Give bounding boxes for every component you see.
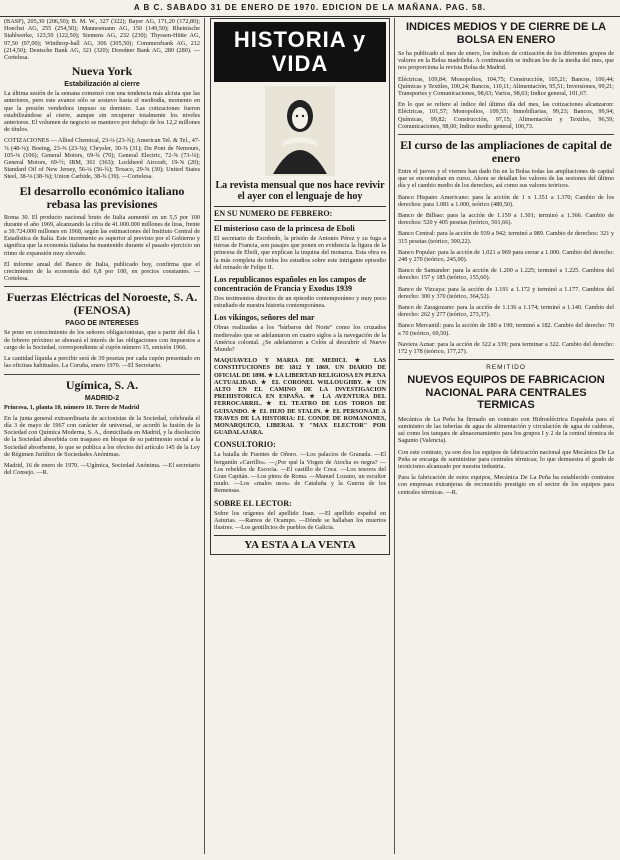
divider — [398, 359, 614, 360]
portrait-illustration — [265, 86, 335, 176]
divider — [4, 286, 200, 287]
subhead-new-york: Estabilización al cierre — [64, 81, 140, 89]
subhead-fenosa: PAGO DE INTERESES — [65, 320, 139, 328]
paragraph: Banco de Bilbao: para la acción de 1.159 a 1.301; terminó a 1.366. Cambio de derechos: 520 y 405 pesetas (teórico, 501,66). — [398, 212, 614, 227]
paragraph: Mecánica de La Peña ha firmado un contrato con Hidroeléctrica Española para el suministro de las tuberías de agua de alimentación y circulación de agua de calderas, así como los tanques de almacenamiento para los grupos I y 2 de la central térmica de Sagunto (Valencia). — [398, 415, 614, 445]
paragraph: Madrid, 16 de enero de 1970. —Ugímica, Sociedad Anónima. —El secretario del Consejo. —R. — [4, 461, 200, 477]
paragraph: Banco Mercantil: para la acción de 180 a 190; terminó a 182. Cambio del derecho: 70 a 70 (teórico, 69,50). — [398, 322, 614, 337]
column-bolsa — [398, 18, 614, 854]
paragraph: Para la fabricación de estos equipos, Mecánica De La Peña ha establecido contratos con empresas extranjeras de reconocido prestigio en el sector de los equipos para centrales térmicas. —R. — [398, 474, 614, 496]
paragraph: Con este contrato, ya son dos los equipos de fabricación nacional que Mecánica De La Peña se encarga de suministrar para centrales térmicas; lo que demuestra el grado de tecnicismo alcanzado por nuestra industria. — [398, 448, 614, 471]
paragraph: Se pone en conocimiento de los señores obligacionistas, que a partir del día 1 de febrero próximo se abonará el interés de las obligaciones con impuestos a cargo de la Sociedad, correspondiente al cupón número 15, emisión 1966. — [4, 329, 200, 351]
historia-logo: HISTORIA y VIDA — [214, 22, 386, 82]
paragraph: Naviera Aznar: para la acción de 322 a 339; para terminar a 322. Cambio del derecho: 172 y 178 (teórico, 177,27). — [398, 340, 614, 356]
paragraph: Se ha publicado el mes de enero, los índices de cotización de los diferentes grupos de valores en la Bolsa madrileña. A continuación se indican los de la media del mes, que nos proporciona la revista Bolsa de Madrid. — [398, 50, 614, 72]
lector-title: SOBRE EL LECTOR: — [214, 498, 292, 508]
remitido-label: REMITIDO — [486, 364, 526, 372]
issue-label: EN SU NUMERO DE FEBRERO: — [214, 206, 386, 221]
headline-ugimica: Ugímica, S. A. — [65, 377, 139, 392]
paragraph: El informe anual del Banco de Italia, publicado hoy, confirma que el crecimiento de la economía del 6,8 por 100, en precios constantes. —Cortelesa. — [4, 260, 200, 283]
page-header: A B C. SABADO 31 DE ENERO DE 1970. EDICION DE LA MAÑANA. PAG. 58. — [0, 0, 620, 17]
historia-ad-box — [210, 18, 390, 555]
divider — [398, 134, 614, 135]
article-title: El misterioso caso de la princesa de Eboli — [214, 224, 355, 233]
tagline: La revista mensual que nos hace revivir el ayer con el lenguaje de hoy — [215, 180, 385, 202]
paragraph: Sobre los orígenes del apellido Juan. —El apellido español en Asturias. —Ramos de Ocampo. —Dónde se hallaban los muertos ilustres. —Los gentilicios de pueblos de Galicia. — [214, 509, 386, 532]
article-title: Los republicanos españoles en los campos de concentración de Francia y Exodus 1939 — [214, 275, 366, 294]
paragraph: Banco Hispano Americano: para la acción de 1 x 1.351 a 1.370; Cambio de los derechos: para 1.081 a 1.000, teórico (480,50). — [398, 193, 614, 208]
paragraph: Roma 30. El producto nacional bruto de Italia aumentó en un 5,5 por 100 durante el año 1969, alcanzando la cifra de 41.000.000 millones de liras, frente a 39.724.000 millones en 1968, según las estimaciones del Instituto Central de Estadística de Italia. Este incremento es superior al previsto por el Gobierno y significa que la economía italiana ha mantenido durante el pasado ejercicio un ritmo de expansión muy elevado. — [4, 213, 200, 257]
stock-quotes-germany: (BASF), 205,30 (206,50); B. M. W., 327 (322); Bayer AG, 171,20 (172,80); Hoechst AG, 255 (254,50); Mannesmann AG, 150 (149,50); Rheinische Stahlwerke, 123,50 (122,50); Siemens AG, 232 (230); Thyssen-Hütte AG, 97,50 (97,00); Winthrop-hall AG, 306 (305,50); Commerzbank AG, 212 (214,50); Deutsche Bank AG, 321 (320); Dresdner Bank AG, 280 (280). —Cortelesa. — [4, 18, 200, 62]
headline-equipos: NUEVOS EQUIPOS DE FABRICACION NACIONAL PARA CENTRALES TERMICAS — [407, 374, 605, 412]
subhead-ugimica: MADRID-2 — [84, 394, 120, 402]
paragraph: El secretario de Escobedo, la prisión de Antonio Pérez y su fuga a tierras de Francia, son pasajes que ponen en evidencia la figura de la princesa de Eboli, que explican la inquina del monarca. Esta obra es la más completa de todos los estudios sobre este intrigante episodio del reinado de Felipe II. — [214, 235, 386, 271]
headline-indices: INDICES MEDIOS Y DE CIERRE DE LA BOLSA EN ENERO — [405, 21, 607, 46]
paragraph: La cantidad líquida a percibir será de 39 pesetas por cada cupón presentado en las oficinas habituales. La Coruña, enero 1970. —El Secretario. — [4, 355, 200, 370]
headline-italy: El desarrollo económico italiano rebasa las previsiones — [19, 183, 185, 211]
paragraph: Obras realizadas a los "bárbaros del Norte" como los cruzados medievales que se adelantaron en cuatro siglos a la navegación de la América colonial. ¿Se adelantaron a Colón al descubrir el Nuevo Mundo? — [214, 324, 386, 354]
paragraph: La batalla de Fuentes de Oñoro. —Los palacios de Granada. —El bergantín «Carrillo». —¿Por qué la Virgen de Atocha es negra? —Los rebeldes de Escocia. —El castillo de Coca. —Los tesoros del Gran Capitán. —Los pinos de Roma. —Manuel Lozano, un escultor mudo. —Los «malos usos» de Cataluña y la Guerra de los Remensas. — [214, 451, 386, 495]
paragraph: COTIZACIONES — Allied Chemical, 23-¼ (23-¾); American Tel. & Tel., 47-⅞ (48-⅛); Boeing, 23-⅜ (23-⅝); Chrysler, 30-⅝ (31); Du Pont de Nemours, 105-⅜ (106); General Motors, 69-¾ (70); General Electric, 72-⅝ (73-⅛); General Motors, 69-½; IBM, 361 (363); Lockheed Aircraft, 19-⅝ (20); Standard Oil of New Jersey, 56-¼ (56-¾); Texaco, 29-⅝ (30); United States Steel, 38-⅛ (38-⅝); Union Carbide, 38-¾ (39). —Cortelesa. — [4, 137, 200, 181]
column-rule — [394, 18, 395, 854]
column-rule — [204, 18, 205, 854]
address: Princesa, 1, planta 10, número 10. Torre de Madrid — [4, 403, 140, 411]
divider — [4, 374, 200, 375]
paragraph: Eléctricas, 109,84; Monopolios, 104,75; Construcción, 105,21; Bancos, 100,44; Químicas y Textiles, 100,24; Bancos, 110,11; Alimentación, 95,51; Inversiones, 99,21; Transportes y Comunicaciones, 98,63; Varios, 98,63; Indice general, 101,67. — [398, 75, 614, 98]
paragraph: Dos testimonios directos de un episodio contemporáneo y muy poco estudiado de nuestra historia contemporánea. — [214, 295, 386, 310]
paragraph: En la junta general extraordinaria de accionistas de la Sociedad, celebrada el día 3 de mayo de 1967 con carácter de universal, se acordó la fusión de la Sociedad con Química Moderna, S. A., domiciliada en Madrid, y la disolución de la Sociedad absorbida con traspaso en bloque de su patrimonio social a la Sociedad absorbente, lo que se publica a los efectos del artículo 145 de la Ley de Régimen Jurídico de Sociedades Anónimas. — [4, 414, 200, 458]
consultorio-title: CONSULTORIO: — [214, 440, 276, 450]
headline-fenosa: Fuerzas Eléctricas del Noroeste, S. A. (FENOSA) — [6, 290, 198, 318]
headline-new-york: Nueva York — [71, 64, 133, 79]
paragraph: Banco de Zaragozano: para la acción de 1.136 a 1.174; terminó a 1.140. Cambio del derecho: 262 y 277 (teórico, 273,37). — [398, 304, 614, 319]
paragraph: Entre el jueves y el viernes han dado fin en la Bolsa todas las ampliaciones de capital que se encontraban en curso. Ahora se detallan los valores de las sesiones del último día y el cambio medio de los derechos, así como sus valores teóricos. — [398, 168, 614, 190]
column-historia-ad — [210, 18, 390, 854]
article-title: Los vikingos, señores del mar — [214, 313, 315, 323]
paragraph: Banco Popular: para la acción de 1.021 a 969 para cerrar a 1.000. Cambio del derecho: 248 y 270 (teórico, 245,00). — [398, 248, 614, 264]
paragraph: La última sesión de la semana comenzó con una tendencia más alcista que las anteriores, pero este avance sólo se sostuvo hasta el mediodía, momento en que la presión vendedora impuso su dominio. Las cotizaciones fueron estabilizándose al cierre, aunque sin recuperar totalmente los niveles anteriores. El volumen de negocio se mantuvo por debajo de los 12,2 millones de títulos. — [4, 90, 200, 134]
headline-ampliaciones: El curso de las ampliaciones de capital de enero — [400, 138, 612, 166]
paragraph: Banco de Santander: para la acción de 1.200 a 1.225; terminó a 1.225. Cambios del derecho: 157 y 185 (teórico, 155,60). — [398, 267, 614, 282]
contents-list: MAQUIAVELO Y MARIA DE MEDICI. ★ LAS CONSTITUCIONES DE 1812 Y 1869. UN DIARIO DE OFICIAL DE 1898. ★ LA LIBERTAD RELIGIOSA EN PLENA ACTUALIDAD. ★ EL CORONEL WILLOUGHBY. ★ UN ALTO EN EL CAMINO DE LA INVESTIGACION PREHISTORICA EN ESPAÑA. ★ LA AVENTURA DEL FERROCARRIL. ★ EL TEATRO DE LOS TOROS DE GUISANDO. ★ EL HIJO DE STALIN. ★ EL PERSONAJE A TRAVES DE LA HISTORIA: EL CONDE DE ROMANONES, MONARQUICO, LIBERAL Y "MAX ELECTOR" POR GUADALAJARA. — [214, 357, 386, 437]
paragraph: En lo que se refiere al índice del último día del mes, las cotizaciones alcanzaron: Eléctricas, 101,57; Monopolios, 109,55; Inmobiliarias, 99,23; Bancos, 99,94; Químicas, 99,82; Construcción, 97,15; Alimentación y Textiles, 96,59; Comunicaciones, 98,00; Indice medio general, 100,73. — [398, 101, 614, 130]
column-markets — [4, 18, 200, 854]
paragraph: Banco Central: para la acción de 939 a 942; terminó a 989. Cambio de derechos: 321 y 315 pesetas (teórico, 300,22). — [398, 230, 614, 245]
on-sale-banner: YA ESTA A LA VENTA — [214, 535, 386, 551]
paragraph: Banco de Vizcaya: para la acción de 1.191 a 1.172 y terminó a 1.177. Cambios del derecho: 300 y 370 (teórico, 364,52). — [398, 285, 614, 300]
